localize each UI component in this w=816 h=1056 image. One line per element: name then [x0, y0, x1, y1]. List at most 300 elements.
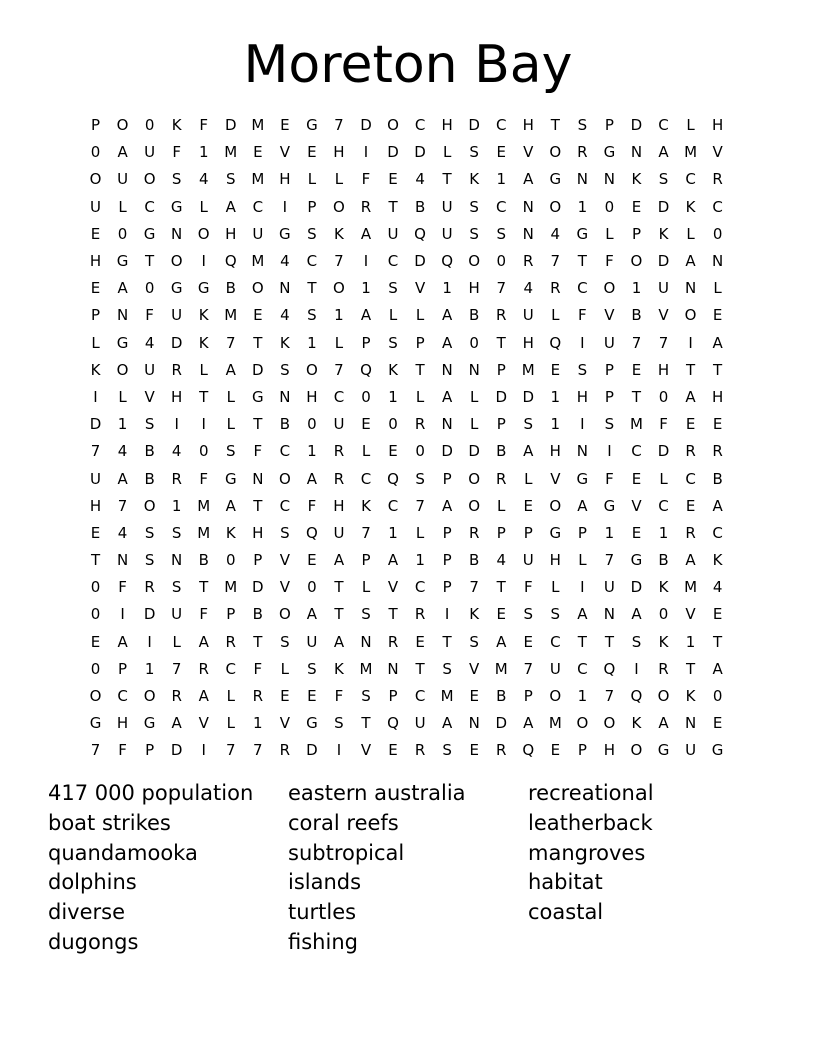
grid-letter: 0 — [469, 333, 479, 352]
grid-letter: P — [118, 659, 128, 678]
grid-letter: C — [658, 116, 669, 135]
grid-letter: H — [89, 496, 102, 515]
grid-letter: R — [387, 632, 399, 651]
grid-letter: T — [199, 578, 209, 597]
grid-letter: G — [603, 143, 616, 162]
grid-letter: L — [551, 306, 560, 325]
grid-letter: A — [496, 632, 507, 651]
grid-letter: Q — [414, 224, 426, 243]
grid-letter: I — [201, 415, 206, 434]
grid-letter: E — [307, 143, 317, 162]
grid-letter: S — [496, 224, 506, 243]
grid-letter: H — [549, 442, 561, 461]
grid-letter: A — [577, 605, 588, 624]
grid-letter: F — [199, 116, 209, 135]
grid-letter: A — [306, 605, 318, 624]
grid-letter: V — [279, 714, 290, 733]
grid-letter: 7 — [523, 659, 534, 678]
grid-letter: S — [361, 687, 371, 706]
grid-letter: C — [387, 252, 399, 271]
grid-letter: H — [576, 387, 588, 406]
grid-letter: N — [684, 714, 697, 733]
grid-letter: H — [252, 523, 264, 542]
grid-letter: I — [688, 333, 693, 352]
grid-letter: H — [657, 360, 670, 379]
grid-letter: A — [360, 306, 372, 325]
grid-letter: 7 — [604, 551, 615, 570]
grid-letter: D — [252, 578, 264, 597]
grid-letter: 1 — [496, 170, 506, 189]
grid-letter: 4 — [280, 252, 290, 271]
grid-letter: D — [143, 605, 156, 624]
grid-letter: P — [496, 360, 506, 379]
grid-letter: E — [415, 632, 425, 651]
grid-letter: O — [549, 143, 562, 162]
grid-letter: 7 — [334, 116, 344, 135]
grid-letter: A — [523, 170, 534, 189]
grid-letter: E — [631, 523, 642, 542]
grid-letter: P — [91, 306, 101, 325]
word-list-item: diverse — [48, 900, 126, 925]
grid-letter: C — [333, 387, 345, 406]
grid-letter: 1 — [388, 387, 398, 406]
grid-letter: N — [603, 605, 616, 624]
grid-letter: R — [496, 741, 507, 760]
grid-letter: Q — [387, 714, 399, 733]
grid-letter: R — [712, 170, 723, 189]
grid-letter: I — [363, 252, 369, 271]
grid-letter: T — [496, 578, 506, 597]
grid-letter: N — [630, 143, 643, 162]
grid-letter: S — [225, 170, 236, 189]
grid-letter: E — [631, 469, 642, 488]
grid-letter: V — [469, 659, 480, 678]
grid-letter: S — [469, 197, 479, 216]
grid-letter: 0 — [604, 197, 615, 216]
grid-letter: H — [468, 279, 480, 298]
grid-letter: R — [658, 659, 669, 678]
grid-letter: D — [224, 116, 237, 135]
grid-letter: H — [522, 333, 534, 352]
grid-letter: O — [549, 496, 562, 515]
grid-letter: V — [523, 143, 534, 162]
grid-letter: S — [469, 224, 479, 243]
grid-letter: P — [577, 523, 587, 542]
grid-letter: T — [307, 279, 317, 298]
grid-letter: E — [496, 143, 506, 162]
grid-letter: S — [604, 415, 615, 434]
grid-letter: E — [712, 605, 723, 624]
grid-letter: U — [252, 224, 264, 243]
grid-letter: K — [361, 496, 371, 515]
grid-letter: M — [684, 578, 698, 597]
grid-letter: 7 — [90, 741, 101, 760]
grid-letter: G — [603, 496, 616, 515]
grid-letter: T — [713, 360, 723, 379]
grid-letter: P — [226, 605, 236, 624]
grid-letter: 1 — [171, 496, 182, 515]
grid-letter: E — [90, 224, 101, 243]
grid-letter: E — [307, 687, 317, 706]
grid-letter: E — [361, 415, 371, 434]
grid-letter: L — [470, 387, 479, 406]
grid-letter: L — [280, 659, 290, 678]
grid-letter: 7 — [171, 659, 182, 678]
grid-letter: K — [631, 714, 642, 733]
grid-letter: U — [603, 578, 615, 597]
grid-letter: A — [712, 333, 723, 352]
grid-letter: N — [360, 632, 372, 651]
grid-letter: L — [605, 224, 614, 243]
grid-letter: N — [576, 442, 588, 461]
grid-letter: E — [90, 279, 101, 298]
grid-letter: O — [333, 197, 345, 216]
grid-letter: 0 — [496, 252, 506, 271]
grid-letter: S — [144, 523, 155, 542]
grid-letter: U — [90, 469, 102, 488]
grid-letter: 4 — [496, 551, 506, 570]
grid-letter: 0 — [144, 279, 155, 298]
grid-letter: 1 — [631, 279, 642, 298]
grid-letter: G — [630, 551, 643, 570]
grid-letter: E — [469, 687, 479, 706]
grid-letter: G — [143, 714, 156, 733]
grid-letter: B — [252, 605, 263, 624]
grid-letter: L — [497, 496, 506, 515]
grid-letter: B — [144, 442, 155, 461]
grid-letter: O — [305, 360, 318, 379]
grid-letter: S — [388, 279, 398, 298]
grid-letter: 4 — [712, 578, 723, 597]
grid-letter: P — [415, 333, 425, 352]
grid-letter: U — [333, 415, 345, 434]
grid-letter: S — [171, 578, 182, 597]
word-list-item: mangroves — [528, 840, 646, 865]
grid-letter: F — [199, 469, 209, 488]
grid-letter: E — [550, 741, 561, 760]
grid-letter: O — [89, 170, 102, 189]
grid-letter: S — [280, 632, 290, 651]
grid-letter: L — [686, 224, 695, 243]
grid-letter: L — [388, 306, 398, 325]
grid-letter: I — [580, 333, 585, 352]
grid-letter: U — [387, 224, 399, 243]
grid-letter: L — [91, 333, 100, 352]
grid-letter: G — [711, 741, 724, 760]
grid-letter: E — [712, 714, 723, 733]
grid-letter: M — [251, 170, 265, 189]
grid-letter: B — [225, 279, 236, 298]
grid-letter: A — [685, 252, 696, 271]
grid-letter: Q — [360, 360, 372, 379]
word-list-item: recreational — [528, 781, 654, 805]
grid-letter: L — [226, 387, 235, 406]
grid-letter: E — [388, 741, 398, 760]
grid-letter: S — [577, 116, 588, 135]
grid-letter: N — [441, 415, 453, 434]
grid-letter: A — [577, 496, 588, 515]
grid-letter: U — [333, 523, 345, 542]
grid-letter: A — [442, 496, 453, 515]
grid-letter: N — [522, 197, 534, 216]
grid-letter: A — [198, 632, 209, 651]
grid-letter: R — [685, 442, 696, 461]
grid-letter: 7 — [415, 496, 425, 515]
grid-letter: 4 — [198, 170, 209, 189]
grid-letter: B — [198, 551, 209, 570]
grid-letter: O — [251, 279, 264, 298]
grid-letter: A — [117, 143, 128, 162]
grid-letter: R — [360, 197, 372, 216]
grid-letter: T — [685, 659, 696, 678]
grid-letter: K — [469, 605, 480, 624]
grid-letter: M — [197, 523, 211, 542]
grid-letter: T — [199, 387, 209, 406]
grid-letter: A — [333, 551, 345, 570]
grid-letter: G — [279, 224, 291, 243]
grid-letter: I — [580, 415, 585, 434]
grid-letter: C — [387, 496, 399, 515]
grid-letter: L — [226, 714, 235, 733]
grid-letter: 0 — [90, 659, 101, 678]
word-list-item: fishing — [288, 929, 358, 954]
grid-letter: L — [524, 469, 533, 488]
grid-letter: E — [496, 605, 506, 624]
grid-letter: P — [91, 116, 101, 135]
grid-letter: R — [333, 442, 345, 461]
grid-letter: C — [631, 442, 642, 461]
grid-letter: O — [468, 496, 481, 515]
grid-letter: G — [251, 387, 264, 406]
grid-letter: 7 — [604, 687, 615, 706]
word-list-item: eastern australia — [288, 781, 466, 805]
grid-letter: K — [388, 360, 398, 379]
grid-letter: T — [145, 252, 155, 271]
grid-letter: R — [414, 741, 426, 760]
grid-letter: O — [657, 687, 670, 706]
grid-letter: F — [199, 605, 209, 624]
grid-letter: E — [523, 632, 534, 651]
grid-letter: L — [118, 197, 127, 216]
grid-letter: T — [253, 333, 263, 352]
grid-letter: B — [144, 469, 155, 488]
grid-letter: E — [388, 442, 398, 461]
grid-letter: C — [414, 116, 426, 135]
grid-letter: L — [226, 415, 235, 434]
grid-letter: I — [201, 252, 206, 271]
grid-letter: L — [415, 523, 425, 542]
grid-letter: 7 — [496, 279, 506, 298]
grid-letter: M — [359, 659, 373, 678]
grid-letter: S — [523, 605, 534, 624]
grid-letter: Q — [305, 523, 318, 542]
grid-letter: C — [712, 197, 723, 216]
grid-letter: B — [496, 687, 507, 706]
grid-letter: E — [685, 496, 696, 515]
grid-letter: N — [279, 387, 291, 406]
grid-letter: G — [116, 333, 129, 352]
grid-letter: H — [522, 116, 534, 135]
grid-letter: C — [577, 659, 588, 678]
grid-letter: S — [307, 659, 317, 678]
grid-letter: A — [333, 632, 345, 651]
grid-letter: 0 — [307, 415, 317, 434]
grid-letter: P — [442, 578, 452, 597]
grid-letter: S — [307, 306, 317, 325]
grid-letter: G — [143, 224, 156, 243]
grid-letter: L — [199, 360, 208, 379]
grid-letter: D — [441, 442, 453, 461]
grid-letter: M — [521, 360, 535, 379]
grid-letter: L — [307, 170, 317, 189]
grid-letter: T — [685, 360, 696, 379]
grid-letter: I — [147, 632, 152, 651]
grid-letter: I — [607, 442, 612, 461]
grid-letter: N — [116, 306, 129, 325]
grid-letter: O — [468, 252, 481, 271]
grid-letter: D — [657, 442, 670, 461]
grid-letter: E — [631, 197, 642, 216]
grid-letter: R — [414, 605, 426, 624]
grid-letter: Q — [387, 469, 399, 488]
grid-letter: 1 — [388, 523, 398, 542]
grid-letter: S — [631, 632, 642, 651]
grid-letter: E — [712, 415, 723, 434]
grid-letter: G — [170, 279, 183, 298]
grid-letter: V — [144, 387, 155, 406]
grid-letter: D — [630, 116, 643, 135]
grid-letter: S — [307, 224, 317, 243]
grid-letter: A — [523, 714, 534, 733]
grid-letter: S — [280, 523, 290, 542]
grid-letter: A — [360, 224, 372, 243]
grid-letter: P — [253, 551, 263, 570]
word-list-item: leatherback — [528, 810, 653, 835]
grid-letter: F — [253, 659, 263, 678]
grid-letter: 1 — [658, 523, 669, 542]
grid-letter: U — [549, 659, 561, 678]
grid-letter: T — [550, 116, 560, 135]
grid-letter: A — [198, 687, 209, 706]
grid-letter: U — [658, 279, 669, 298]
grid-letter: B — [712, 469, 723, 488]
grid-letter: R — [252, 687, 264, 706]
grid-letter: 0 — [90, 143, 101, 162]
grid-letter: H — [441, 116, 453, 135]
grid-letter: R — [468, 523, 480, 542]
grid-letter: A — [442, 333, 453, 352]
grid-letter: D — [657, 252, 670, 271]
grid-letter: E — [388, 170, 398, 189]
grid-letter: H — [549, 551, 561, 570]
grid-letter: O — [170, 252, 183, 271]
grid-letter: B — [469, 306, 480, 325]
grid-letter: E — [253, 306, 263, 325]
grid-letter: O — [684, 306, 697, 325]
grid-letter: O — [576, 714, 589, 733]
grid-letter: A — [171, 714, 182, 733]
grid-letter: V — [360, 741, 372, 760]
grid-letter: H — [171, 387, 183, 406]
grid-letter: 1 — [144, 659, 155, 678]
grid-letter: V — [685, 605, 696, 624]
grid-letter: 7 — [361, 523, 371, 542]
grid-letter: N — [387, 659, 399, 678]
grid-letter: U — [522, 306, 534, 325]
grid-letter: H — [306, 387, 318, 406]
grid-letter: 1 — [577, 197, 588, 216]
grid-letter: M — [629, 415, 643, 434]
grid-letter: L — [415, 387, 425, 406]
grid-letter: D — [495, 387, 507, 406]
grid-letter: S — [469, 143, 479, 162]
grid-letter: R — [496, 306, 507, 325]
grid-letter: D — [414, 252, 426, 271]
grid-letter: M — [197, 496, 211, 515]
grid-letter: P — [442, 523, 452, 542]
grid-letter: G — [549, 170, 562, 189]
grid-letter: C — [685, 469, 696, 488]
grid-letter: N — [684, 279, 697, 298]
grid-letter: E — [712, 306, 723, 325]
grid-letter: 4 — [171, 442, 182, 461]
grid-letter: T — [577, 632, 587, 651]
grid-letter: S — [469, 632, 479, 651]
grid-letter: C — [495, 116, 507, 135]
grid-letter: G — [306, 116, 318, 135]
grid-letter: C — [712, 523, 723, 542]
grid-letter: K — [631, 170, 642, 189]
grid-letter: K — [685, 197, 696, 216]
grid-letter: 0 — [388, 415, 398, 434]
grid-letter: L — [442, 143, 452, 162]
grid-letter: 4 — [280, 306, 290, 325]
grid-letter: V — [198, 714, 209, 733]
word-list — [48, 779, 768, 958]
grid-letter: K — [171, 116, 182, 135]
grid-letter: L — [361, 578, 371, 597]
grid-letter: A — [442, 387, 453, 406]
grid-letter: F — [145, 306, 154, 325]
grid-letter: D — [360, 116, 372, 135]
grid-letter: Q — [549, 333, 562, 352]
grid-letter: H — [603, 741, 616, 760]
grid-letter: 4 — [523, 279, 534, 298]
grid-letter: K — [334, 224, 344, 243]
grid-letter: E — [685, 415, 696, 434]
grid-letter: A — [442, 306, 453, 325]
grid-letter: D — [495, 714, 507, 733]
grid-letter: 7 — [631, 333, 642, 352]
grid-letter: F — [307, 496, 317, 515]
grid-letter: F — [523, 578, 533, 597]
grid-letter: 0 — [225, 551, 236, 570]
grid-letter: V — [279, 143, 290, 162]
grid-letter: F — [605, 252, 614, 271]
grid-letter: 1 — [361, 279, 371, 298]
grid-letter: N — [171, 551, 183, 570]
grid-letter: T — [442, 170, 452, 189]
grid-letter: D — [468, 116, 480, 135]
grid-letter: I — [444, 605, 450, 624]
grid-letter: U — [171, 306, 183, 325]
grid-letter: G — [197, 279, 210, 298]
grid-letter: S — [171, 523, 182, 542]
grid-letter: S — [171, 170, 182, 189]
grid-letter: P — [361, 551, 371, 570]
grid-letter: K — [279, 333, 290, 352]
grid-letter: U — [306, 632, 318, 651]
